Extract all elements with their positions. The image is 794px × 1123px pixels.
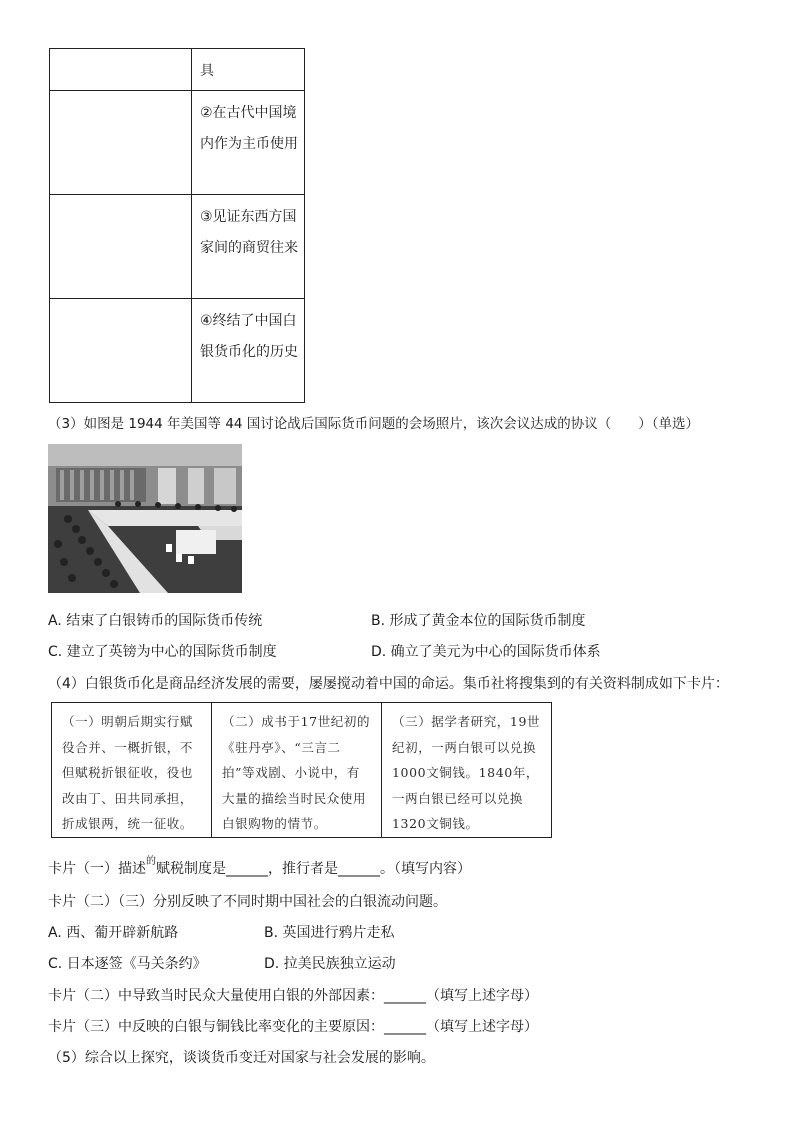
table-cell: ④终结了中国白银货币化的历史 xyxy=(192,299,305,403)
q3-option-a: A. 结束了白银铸币的国际货币传统 xyxy=(48,613,263,629)
table-cell-empty xyxy=(50,299,192,403)
card-one: （一）明朝后期实行赋役合并、一概折银，不但赋税折银征收，役也改由丁、田共同承担，折成银两，统一征收。 xyxy=(52,703,212,837)
q3-option-c: C. 建立了英镑为中心的国际货币制度 xyxy=(48,644,277,660)
table-cell-empty xyxy=(50,195,192,299)
q4-line4: 卡片（三）中反映的白银与铜钱比率变化的主要原因：______（填写上述字母） xyxy=(48,1019,538,1035)
table-cell: ③见证东西方国家间的商贸往来 xyxy=(192,195,305,299)
info-cards xyxy=(51,702,552,838)
q4-option-c: C. 日本逐签《马关条约》 xyxy=(48,956,207,972)
table-cell-empty xyxy=(50,91,192,195)
conference-photo xyxy=(48,444,242,593)
q4-stem: （4）白银货币化是商品经济发展的需要，屡屡搅动着中国的命运。集币社将搜集到的有关资料制成如下卡片： xyxy=(48,676,729,692)
q3-stem: （3）如图是 1944 年美国等 44 国讨论战后国际货币问题的会场照片，该次会议达成的协议（ ）（单选） xyxy=(48,416,700,432)
q4-line2: 卡片（二）（三）分别反映了不同时期中国社会的白银流动问题。 xyxy=(48,894,447,910)
table-cell: 具 xyxy=(192,49,305,91)
card-two: （二）成书于17世纪初的《驻丹亭》、“三言二拍”等戏剧、小说中，有大量的描绘当时民众使用白银购物的情节。 xyxy=(212,703,382,837)
q4-option-b: B. 英国进行鸦片走私 xyxy=(264,925,395,941)
q4-option-d: D. 拉美民族独立运动 xyxy=(264,956,396,972)
q4-line3: 卡片（二）中导致当时民众大量使用白银的外部因素：______（填写上述字母） xyxy=(48,988,538,1004)
answer-table xyxy=(49,48,305,403)
table-cell-empty xyxy=(50,49,192,91)
q4-line1 xyxy=(48,858,471,878)
conference-hall-image xyxy=(48,444,242,593)
table-cell: ②在古代中国境内作为主币使用 xyxy=(192,91,305,195)
q4-option-a: A. 西、葡开辟新航路 xyxy=(48,925,179,941)
q4-line1-prefix: 卡片（一）描述 xyxy=(48,861,146,877)
q3-option-d: D. 确立了美元为中心的国际货币体系 xyxy=(371,644,601,660)
q4-line1-suffix: 赋税制度是______，推行者是______。（填写内容） xyxy=(156,861,471,877)
q5-stem: （5）综合以上探究，谈谈货币变迁对国家与社会发展的影响。 xyxy=(48,1050,435,1066)
q3-option-b: B. 形成了黄金本位的国际货币制度 xyxy=(371,613,586,629)
q4-line1-superscript: 的 xyxy=(146,856,156,867)
card-three: （三）据学者研究，19世纪初，一两白银可以兑换1000文铜钱。1840年，一两白银已经可以兑换1320文铜钱。 xyxy=(392,714,541,831)
